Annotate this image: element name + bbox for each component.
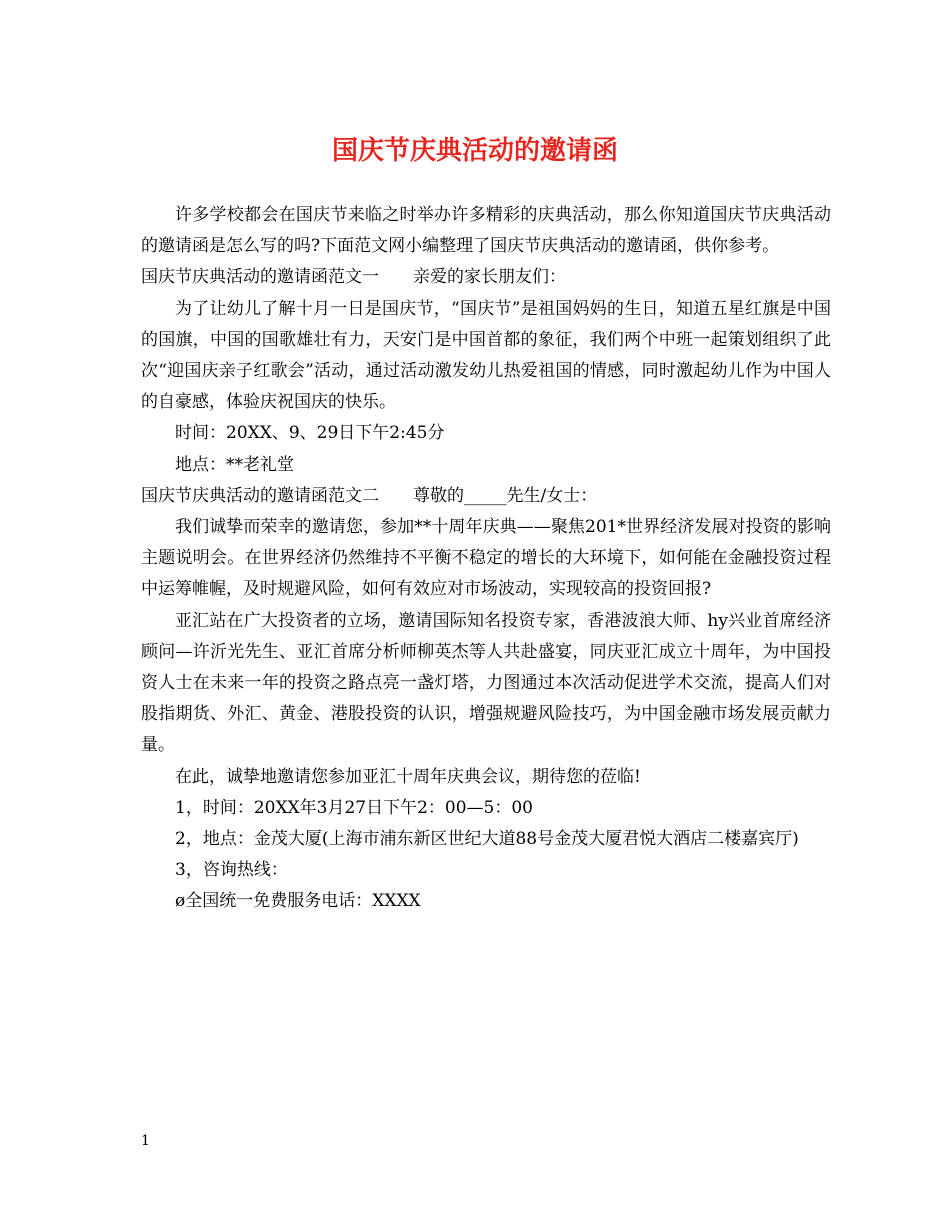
paragraph: 在此，诚挚地邀请您参加亚汇十周年庆典会议，期待您的莅临! bbox=[175, 766, 641, 787]
document-title: 国庆节庆典活动的邀请函 bbox=[331, 136, 618, 166]
paragraph: 我们诚挚而荣幸的邀请您，参加**十周年庆典——聚焦201*世界经济发展对投资的影响主题说明会。在世界经济仍然维持不平衡不稳定的增长的大环境下，如何能在金融投资过程中运筹帷幄，及时规避风险，如何有效应对市场波动，实现较高的投资回报? bbox=[141, 517, 831, 600]
section-heading: 国庆节庆典活动的邀请函范文二 尊敬的_____先生/女士： bbox=[141, 485, 598, 506]
paragraph: ø全国统一免费服务电话：XXXX bbox=[175, 891, 421, 912]
paragraph: 许多学校都会在国庆节来临之时举办许多精彩的庆典活动，那么你知道国庆节庆典活动的邀请函是怎么写的吗?下面范文网小编整理了国庆节庆典活动的邀请函，供你参考。 bbox=[141, 205, 831, 257]
paragraph: 1，时间：20XX年3月27日下午2：00—5：00 bbox=[175, 797, 533, 818]
paragraph: 2，地点：金茂大厦(上海市浦东新区世纪大道88号金茂大厦君悦大酒店二楼嘉宾厅) bbox=[175, 829, 799, 850]
paragraph: 亚汇站在广大投资者的立场，邀请国际知名投资专家，香港波浪大师、hy兴业首席经济顾问—许沂光先生、亚汇首席分析师柳英杰等人共赴盛宴，同庆亚汇成立十周年，为中国投资人士在未来一年的投资之路点亮一盏灯塔，力图通过本次活动促进学术交流，提高人们对股指期货、外汇、黄金、港股投资的认识，增强规避风险技巧，为中国金融市场发展贡献力量。 bbox=[141, 610, 831, 756]
paragraph: 3，咨询热线： bbox=[175, 860, 288, 881]
paragraph: 为了让幼儿了解十月一日是国庆节，“国庆节”是祖国妈妈的生日，知道五星红旗是中国的国旗，中国的国歌雄壮有力，天安门是中国首都的象征，我们两个中班一起策划组织了此次“迎国庆亲子红歌会”活动，通过活动激发幼儿热爱祖国的情感，同时激起幼儿作为中国人的自豪感，体验庆祝国庆的快乐。 bbox=[141, 298, 831, 413]
paragraph: 时间：20XX、9、29日下午2:45分 bbox=[175, 423, 445, 444]
section-heading: 国庆节庆典活动的邀请函范文一 亲爱的家长朋友们： bbox=[141, 267, 566, 288]
document-body bbox=[141, 200, 831, 918]
paragraph: 地点：**老礼堂 bbox=[175, 454, 294, 475]
page-number: 1 bbox=[141, 1133, 150, 1149]
